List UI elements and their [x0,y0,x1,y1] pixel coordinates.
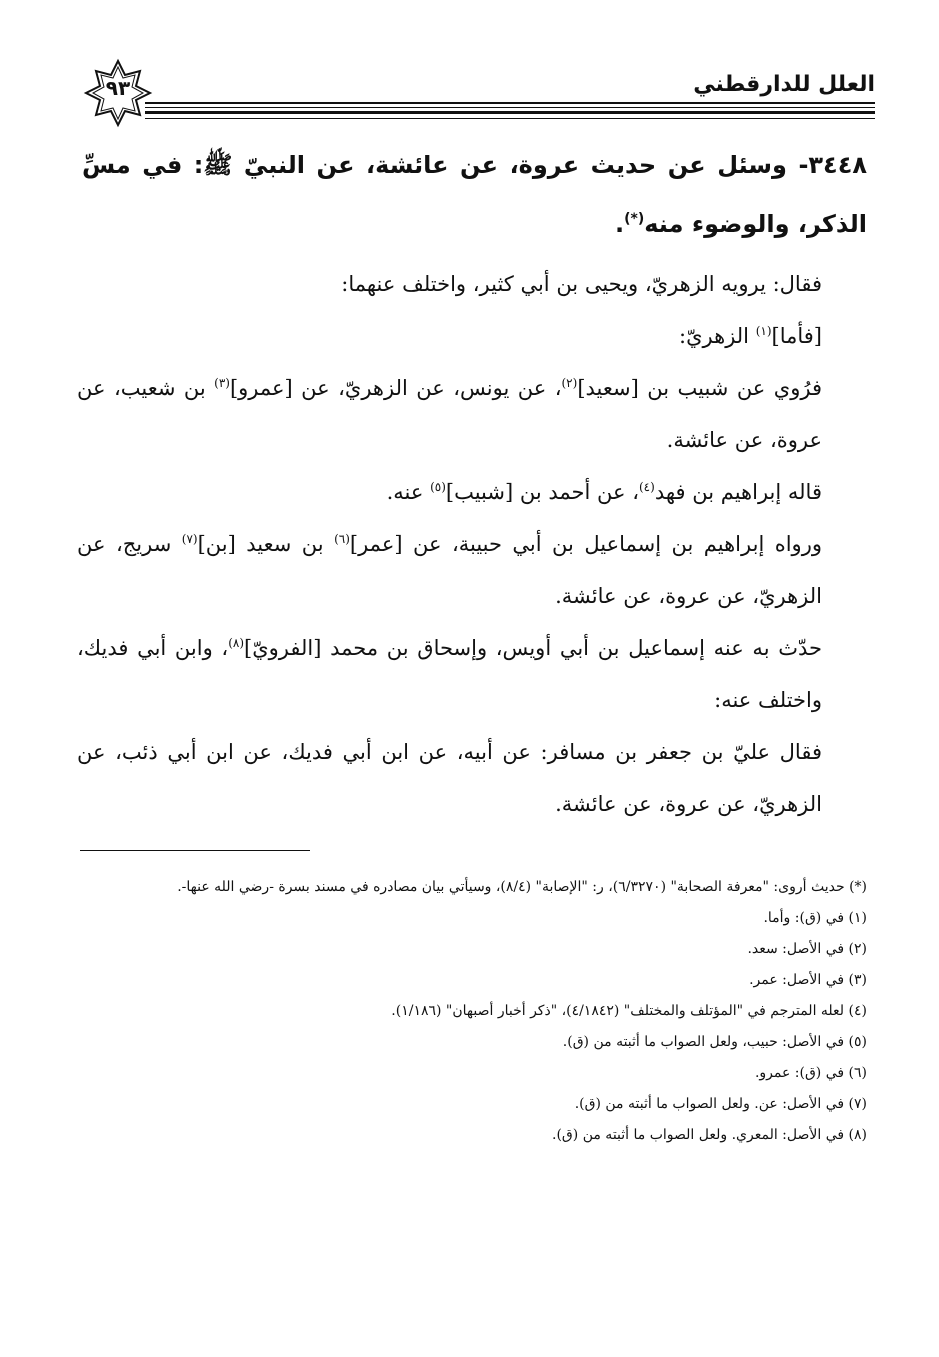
footnote: (٥) في الأصل: حبيب، ولعل الصواب ما أثبته من (ق). [562,1034,867,1050]
page-header [85,58,875,128]
entry-body [77,258,867,830]
paragraph-text: عنه. [386,480,431,504]
header-rule [145,107,875,108]
paragraph-text: ورواه إبراهيم بن إسماعيل بن أبي حبيبة، عن [عمر] [349,532,822,556]
paragraph-text: الزهريّ: [679,324,756,348]
paragraph-text: فقال: يرويه الزهريّ، ويحيى بن أبي كثير، واختلف عنهما: [341,272,822,296]
entry-heading [82,138,867,251]
page-number-badge [83,58,153,128]
footnote: (*) حديث أروى: "معرفة الصحابة" (٦/٣٢٧٠)، ر: "الإصابة" (٨/٤)، وسيأتي بيان مصادره في مسند بسرة -رضي الله عنها-. [177,879,867,895]
header-rule [145,111,875,114]
paragraph-text: ، وابن أبي فديك، واختلف عنه: [77,636,822,712]
footnote-ref: (٥) [430,480,446,494]
footnote-ref: (٧) [181,532,198,546]
paragraph [77,258,867,310]
footnote-ref: (٤) [638,480,655,494]
paragraph [77,726,867,830]
paragraph-text: ، عن يونس، عن الزهريّ، عن [عمرو] [229,376,562,400]
footnote: (٧) في الأصل: عن. ولعل الصواب ما أثبته من (ق). [574,1096,867,1112]
footnote-ref: (٦) [334,532,350,546]
paragraph [77,466,867,518]
heading-end: . [615,210,625,238]
footnote-ref: (٢) [561,376,578,390]
paragraph [77,622,867,726]
footnote-ref: (٨) [228,636,245,650]
footnote-separator [80,850,310,851]
paragraph-text: [فأما] [771,324,822,348]
footnote: (٢) في الأصل: سعد. [747,941,867,957]
paragraph [77,518,867,622]
book-title: العلل للدارقطني [693,72,875,97]
paragraph [77,362,867,466]
footnote-ref: (٣) [214,376,230,390]
heading-text: ٣٤٤٨- وسئل عن حديث عروة، عن عائشة، عن النبيّ ﷺ: في مسِّ الذكر، والوضوء منه [82,151,867,238]
header-rule [145,118,875,119]
paragraph-text: حدّث به عنه إسماعيل بن أبي أويس، وإسحاق بن محمد [الفرويّ] [244,636,822,660]
footnote: (٨) في الأصل: المعري. ولعل الصواب ما أثبته من (ق). [552,1127,867,1143]
footnote-ref: (١) [755,324,772,338]
paragraph-text: سريج، عن الزهريّ، عن عروة، عن عائشة. [77,532,822,608]
footnote: (٦) في (ق): عمرو. [754,1065,867,1081]
page-number: ٩٣ [105,76,131,100]
footnote: (٤) لعله المترجم في "المؤتلف والمختلف" (٤/١٨٤٢)، "ذكر أخبار أصبهان" (١/١٨٦). [391,1003,867,1019]
header-rule [145,102,875,104]
footnotes [77,872,867,1151]
footnote: (٣) في الأصل: عمر. [749,972,867,988]
footnote: (١) في (ق): وأما. [763,910,867,926]
paragraph [77,310,867,362]
paragraph-text: قاله إبراهيم بن فهد [654,480,822,504]
paragraph-text: فقال عليّ بن جعفر بن مسافر: عن أبيه، عن ابن أبي فديك، عن ابن أبي ذئب، عن الزهريّ، عن عروة، عن عائشة. [77,740,822,816]
paragraph-text: ، عن أحمد بن [شبيب] [445,480,639,504]
footnote-ref: (*) [624,211,645,227]
paragraph-text: فرُوي عن شبيب بن [سعيد] [577,376,822,400]
paragraph-text: بن شعيب، عن عروة، عن عائشة. [77,376,822,452]
paragraph-text: بن سعيد [بن] [197,532,335,556]
